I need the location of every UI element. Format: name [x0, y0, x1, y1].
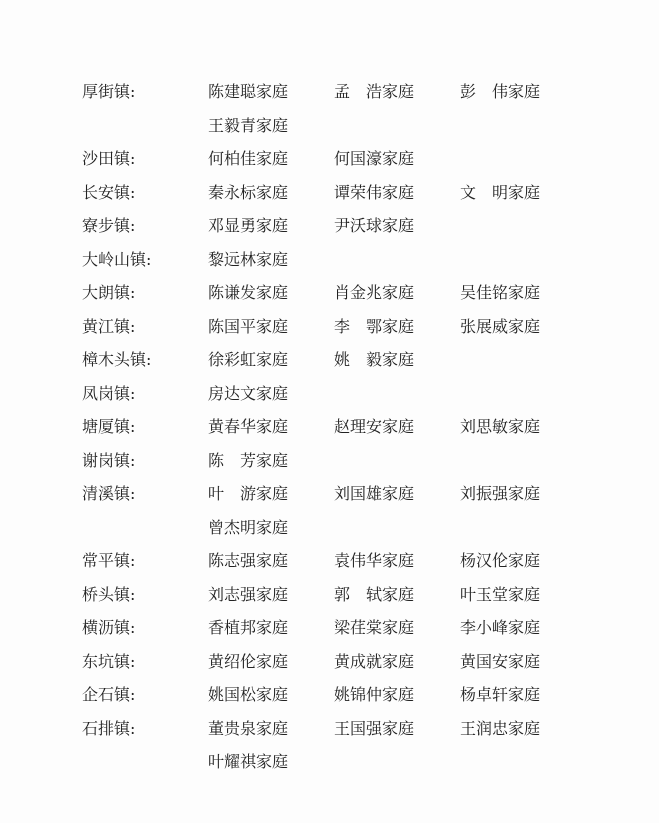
family-name: 郭 轼家庭: [334, 584, 415, 604]
family-names: [208, 343, 586, 377]
town-name: 寮步镇:: [82, 216, 136, 235]
town-entry: [82, 176, 602, 210]
family-name: 黎远林家庭: [208, 249, 289, 269]
town-entry: [82, 142, 602, 176]
family-name: 彭 伟家庭: [460, 82, 541, 101]
family-names: [208, 243, 586, 277]
family-names: [208, 142, 586, 176]
town-entry: [82, 377, 602, 411]
town-entry: [82, 444, 602, 478]
family-name: 姚 毅家庭: [334, 350, 415, 369]
family-names: [208, 276, 586, 310]
family-name: 赵理安家庭: [334, 417, 415, 436]
family-name: 陈国平家庭: [208, 316, 289, 336]
family-name: 王国强家庭: [334, 718, 415, 738]
family-names: [208, 410, 586, 444]
town-name: 大朗镇:: [82, 283, 136, 302]
town-entry: [82, 310, 602, 344]
family-name: 李 鄂家庭: [334, 316, 415, 336]
town-name: 清溪镇:: [82, 484, 136, 503]
family-name: 何国濠家庭: [334, 149, 415, 168]
family-name: 梁荏棠家庭: [334, 618, 415, 637]
family-name: 邓显勇家庭: [208, 216, 289, 235]
family-name: 杨卓轩家庭: [460, 685, 541, 704]
family-name: 陈谦发家庭: [208, 283, 289, 302]
town-name: 塘厦镇:: [82, 417, 136, 436]
town-entry: [82, 343, 602, 377]
town-entry: [82, 477, 602, 544]
family-name: 叶耀祺家庭: [208, 752, 289, 771]
town-entry: [82, 578, 602, 612]
family-name: 徐彩虹家庭: [208, 350, 289, 369]
family-names: [208, 712, 586, 779]
family-names: [208, 75, 586, 142]
family-names: [208, 176, 586, 210]
family-name: 刘思敏家庭: [460, 417, 541, 436]
town-name: 沙田镇:: [82, 149, 136, 168]
family-name: 房达文家庭: [208, 383, 289, 403]
family-name: 叶玉堂家庭: [460, 584, 541, 604]
town-name: 厚街镇:: [82, 82, 136, 101]
town-name: 黄江镇:: [82, 316, 136, 336]
town-entry: [82, 712, 602, 779]
town-name: 横沥镇:: [82, 618, 136, 637]
family-name: 刘国雄家庭: [334, 484, 415, 503]
town-name: 石排镇:: [82, 718, 136, 738]
family-name: 何柏佳家庭: [208, 149, 289, 168]
town-name: 樟木头镇:: [82, 350, 152, 369]
town-entry: [82, 75, 602, 142]
family-name: 董贵泉家庭: [208, 718, 289, 738]
family-name: 王毅青家庭: [208, 115, 289, 135]
family-names: [208, 477, 586, 544]
town-name: 桥头镇:: [82, 584, 136, 604]
family-name: 杨汉伦家庭: [460, 551, 541, 570]
family-name: 黄成就家庭: [334, 651, 415, 671]
family-names: [208, 310, 586, 344]
family-name: 肖金兆家庭: [334, 283, 415, 302]
family-names: [208, 645, 586, 679]
family-name: 李小峰家庭: [460, 618, 541, 637]
family-names: [208, 209, 586, 243]
family-names: [208, 678, 586, 712]
family-name: 王润忠家庭: [460, 718, 541, 738]
family-name: 叶 游家庭: [208, 484, 289, 503]
family-name: 刘振强家庭: [460, 484, 541, 503]
town-name: 企石镇:: [82, 685, 136, 704]
family-name: 陈建聪家庭: [208, 82, 289, 101]
family-name: 谭荣伟家庭: [334, 182, 415, 202]
town-entry: [82, 410, 602, 444]
town-name: 大岭山镇:: [82, 249, 152, 269]
family-list: [82, 75, 602, 779]
town-entry: [82, 611, 602, 645]
family-name: 文 明家庭: [460, 182, 541, 202]
family-name: 黄国安家庭: [460, 651, 541, 671]
town-entry: [82, 544, 602, 578]
town-name: 东坑镇:: [82, 651, 136, 671]
town-name: 常平镇:: [82, 551, 136, 570]
town-entry: [82, 209, 602, 243]
family-name: 姚锦仲家庭: [334, 685, 415, 704]
family-names: [208, 377, 586, 411]
town-entry: [82, 276, 602, 310]
family-names: [208, 611, 586, 645]
family-name: 陈志强家庭: [208, 551, 289, 570]
family-name: 孟 浩家庭: [334, 82, 415, 101]
family-name: 张展威家庭: [460, 316, 541, 336]
town-entry: [82, 645, 602, 679]
family-name: 尹沃球家庭: [334, 216, 415, 235]
town-entry: [82, 243, 602, 277]
family-name: 吴佳铭家庭: [460, 283, 541, 302]
town-name: 凤岗镇:: [82, 383, 136, 403]
family-name: 姚国松家庭: [208, 685, 289, 704]
family-name: 黄春华家庭: [208, 417, 289, 436]
family-names: [208, 444, 586, 478]
town-name: 长安镇:: [82, 182, 136, 202]
family-name: 刘志强家庭: [208, 584, 289, 604]
family-name: 黄绍伦家庭: [208, 651, 289, 671]
family-name: 陈 芳家庭: [208, 450, 289, 470]
town-name: 谢岗镇:: [82, 450, 136, 470]
family-name: 袁伟华家庭: [334, 551, 415, 570]
family-names: [208, 544, 586, 578]
family-name: 香植邦家庭: [208, 618, 289, 637]
family-name: 秦永标家庭: [208, 182, 289, 202]
town-entry: [82, 678, 602, 712]
family-name: 曾杰明家庭: [208, 517, 289, 537]
family-names: [208, 578, 586, 612]
